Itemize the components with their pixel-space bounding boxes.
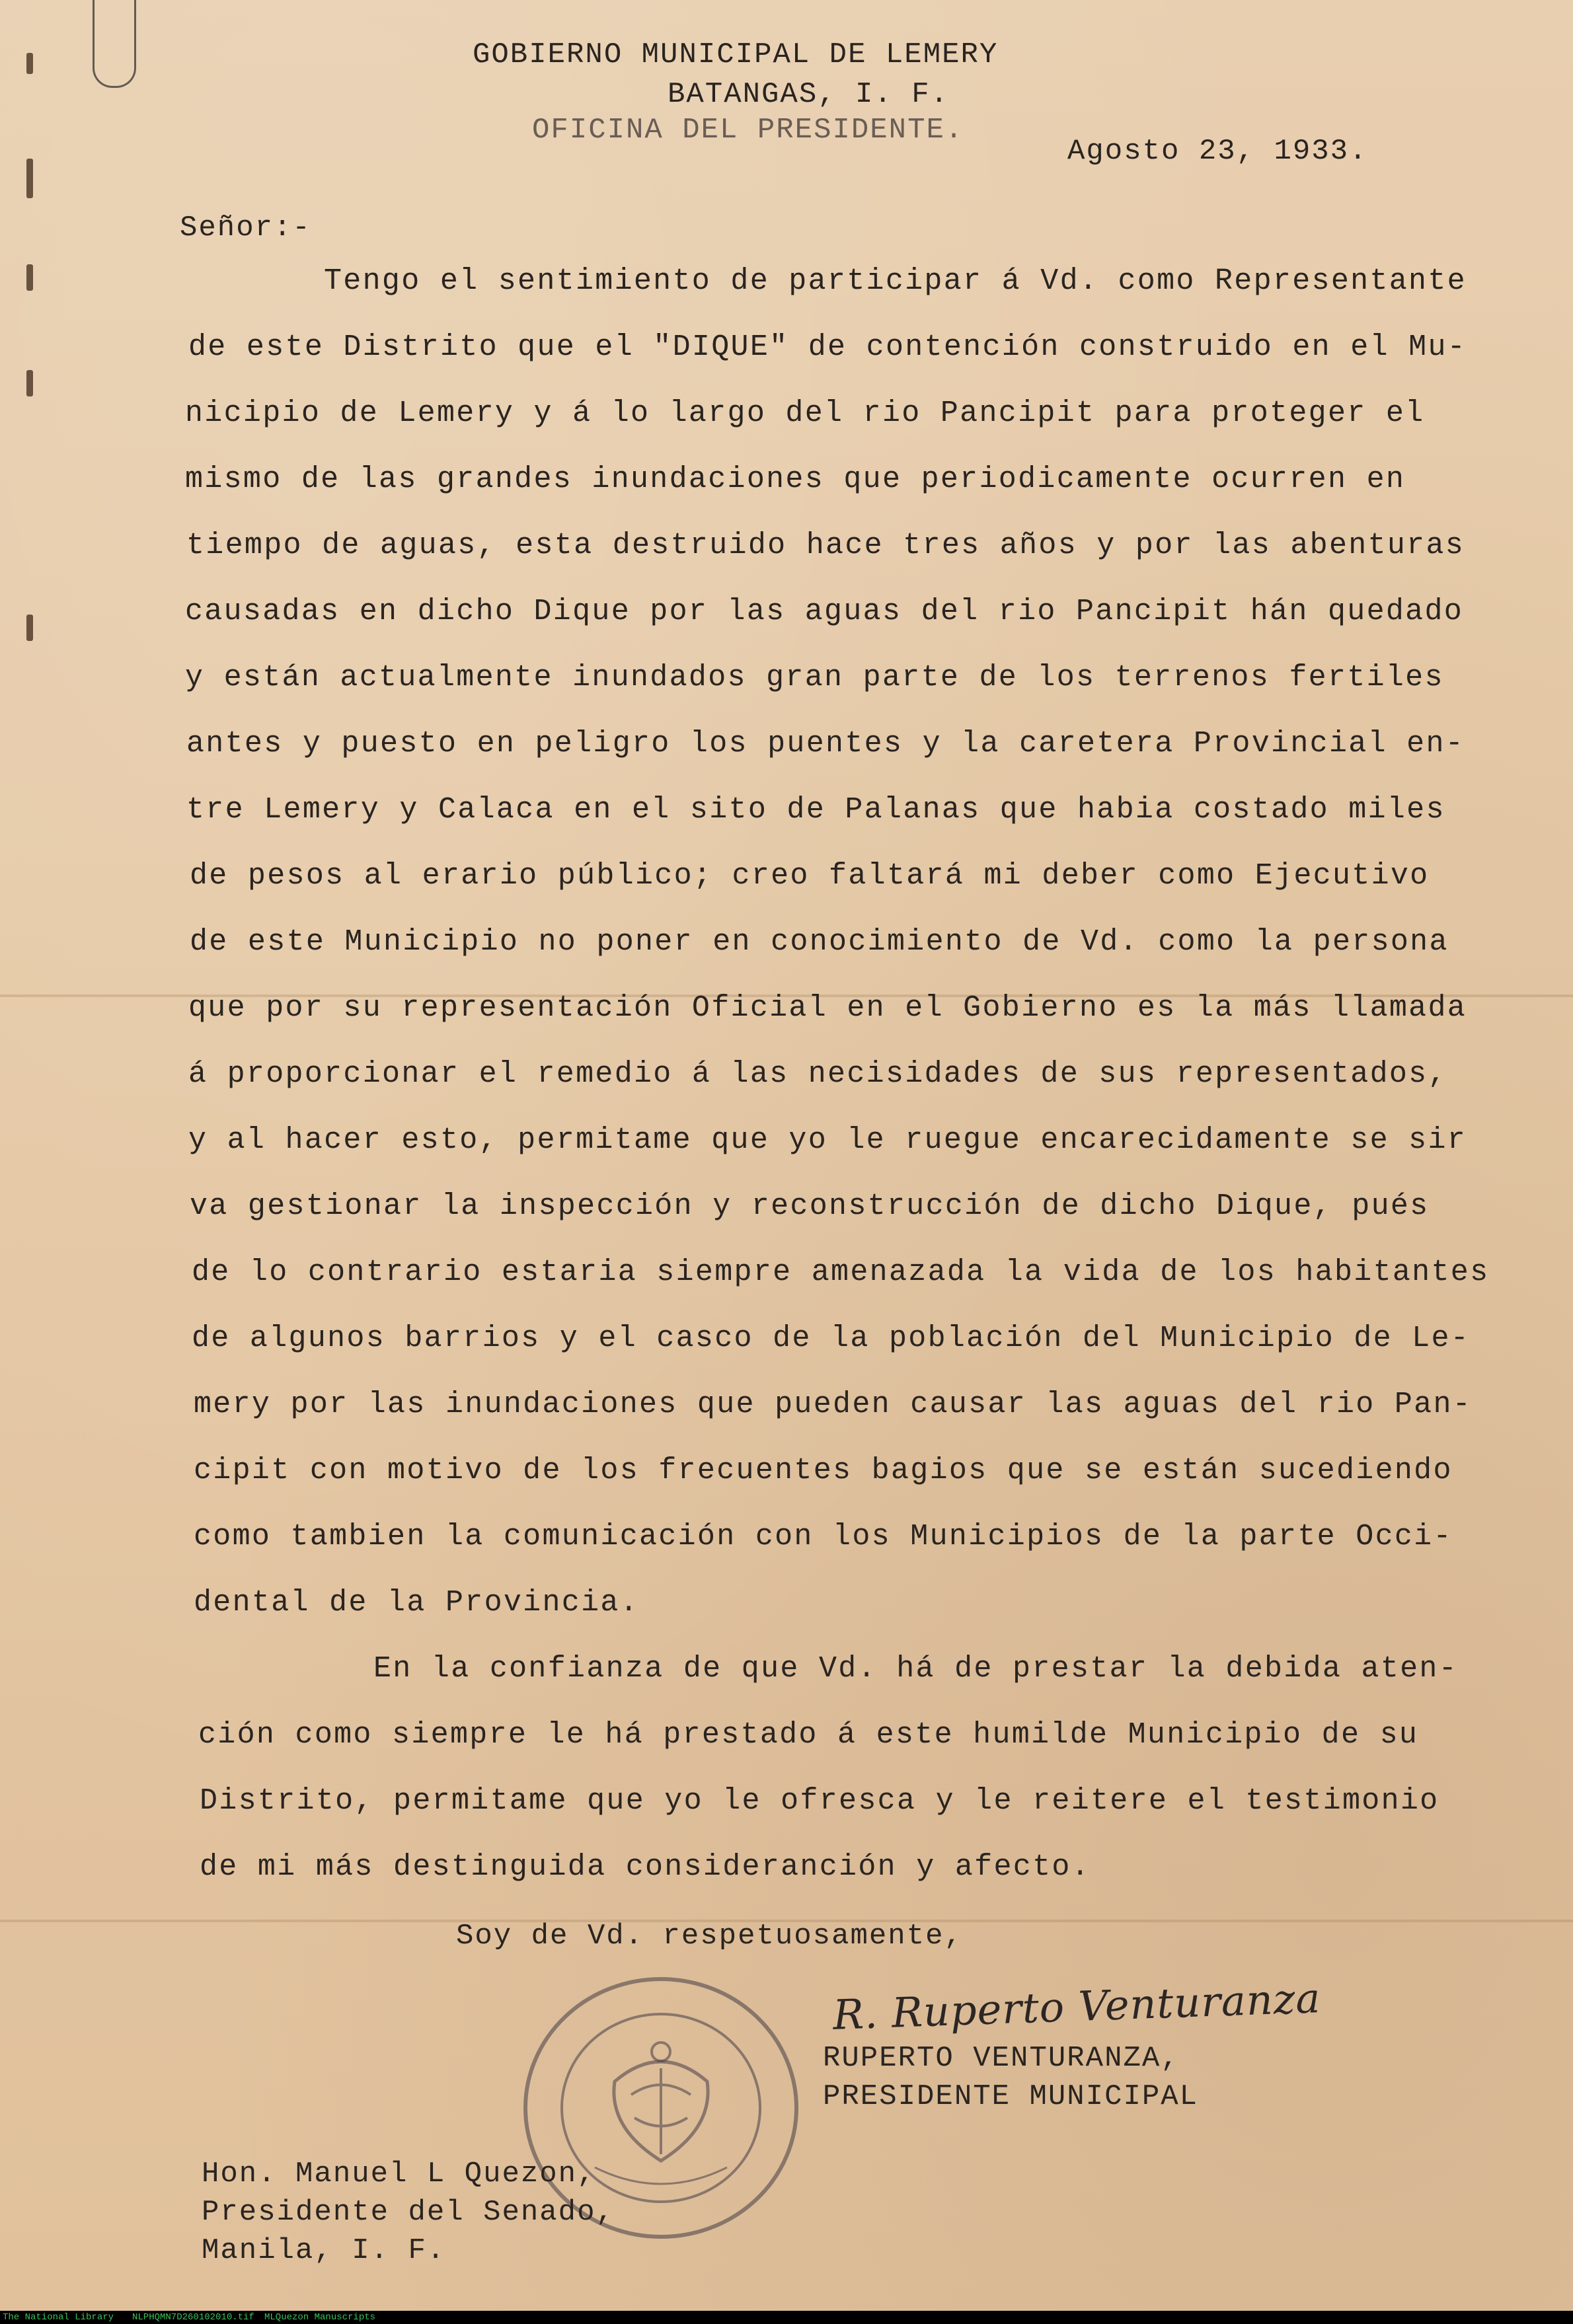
letterhead-line-1: GOBIERNO MUNICIPAL DE LEMERY [473, 38, 999, 71]
body-line: de algunos barrios y el casco de la población del Municipio de Le- [192, 1322, 1471, 1355]
closing: Soy de Vd. respetuosamente, [456, 1920, 963, 1953]
punch-hole [26, 53, 33, 74]
body-line: de este Municipio no poner en conocimiento de Vd. como la persona [190, 925, 1449, 959]
body-line: de este Distrito que el "DIQUE" de contención construido en el Mu- [188, 330, 1467, 364]
punch-hole [26, 370, 33, 396]
body-line: En la confianza de que Vd. há de prestar la debida aten- [373, 1652, 1459, 1686]
addressee-location: Manila, I. F. [202, 2234, 446, 2267]
body-line: mery por las inundaciones que pueden causar las aguas del rio Pan- [194, 1388, 1473, 1421]
body-line: como tambien la comunicación con los Municipios de la parte Occi- [194, 1520, 1453, 1554]
paper-clip-mark [93, 0, 136, 88]
body-line: tre Lemery y Calaca en el sito de Palanas que habia costado miles [186, 793, 1445, 827]
body-line: ción como siempre le há prestado á este humilde Municipio de su [198, 1718, 1419, 1752]
body-line: cipit con motivo de los frecuentes bagios que se están sucediendo [194, 1454, 1453, 1487]
body-line: mismo de las grandes inundaciones que periodicamente ocurren en [185, 463, 1406, 496]
body-line: á proporcionar el remedio á las necisidades de sus representados, [188, 1057, 1447, 1091]
body-line: Distrito, permitame que yo le ofresca y le reitere el testimonio [200, 1784, 1439, 1818]
body-line: antes y puesto en peligro los puentes y la caretera Provincial en- [186, 727, 1465, 761]
punch-hole [26, 159, 33, 198]
punch-hole [26, 615, 33, 641]
archive-footer [0, 2311, 1573, 2324]
signer-title: PRESIDENTE MUNICIPAL [823, 2080, 1199, 2113]
salutation: Señor:- [180, 211, 311, 244]
handwritten-signature: R. Ruperto Venturanza [831, 1974, 1322, 2039]
body-line: causadas en dicho Dique por las aguas del rio Pancipit hán quedado [185, 595, 1464, 628]
letterhead-line-2: BATANGAS, I. F. [668, 78, 950, 111]
body-line: y están actualmente inundados gran parte de los terrenos fertiles [185, 661, 1444, 694]
footer-collection: MLQuezon Manuscripts [264, 2312, 376, 2323]
body-line: de mi más destinguida consideranción y afecto. [200, 1850, 1091, 1884]
body-line: de lo contrario estaria siempre amenazada la vida de los habitantes [192, 1256, 1490, 1289]
footer-library: The National Library [3, 2312, 114, 2323]
addressee-title: Presidente del Senado, [202, 2196, 615, 2229]
signer-name: RUPERTO VENTURANZA, [823, 2042, 1180, 2075]
addressee-name: Hon. Manuel L Quezon, [202, 2157, 596, 2191]
body-line: tiempo de aguas, esta destruido hace tres años y por las abenturas [186, 529, 1465, 562]
body-line: y al hacer esto, permitame que yo le ruegue encarecidamente se sir [188, 1123, 1467, 1157]
body-line: nicipio de Lemery y á lo largo del rio Pancipit para proteger el [185, 396, 1425, 430]
body-line: Tengo el sentimiento de participar á Vd. como Representante [324, 264, 1467, 298]
footer-filename: NLPHQMN7D260102010.tif [132, 2312, 254, 2323]
body-line: va gestionar la inspección y reconstrucción de dicho Dique, pués [190, 1189, 1430, 1223]
letterhead-line-3: OFICINA DEL PRESIDENTE. [532, 114, 964, 147]
body-line: que por su representación Oficial en el Gobierno es la más llamada [188, 991, 1467, 1025]
body-line: de pesos al erario público; creo faltará mi deber como Ejecutivo [190, 859, 1430, 893]
body-line: dental de la Provincia. [194, 1586, 640, 1620]
letter-date: Agosto 23, 1933. [1067, 135, 1368, 168]
punch-hole [26, 264, 33, 291]
